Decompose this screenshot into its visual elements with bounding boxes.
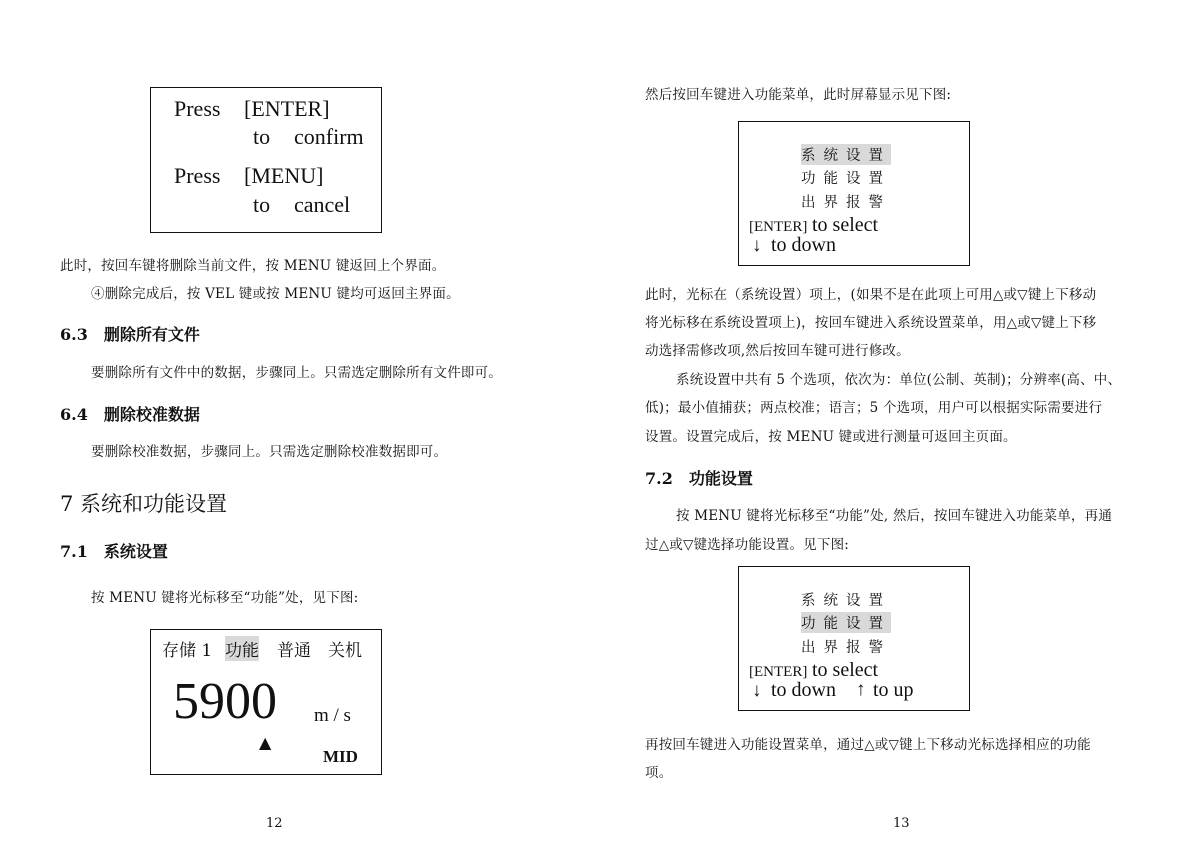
menu-item-out-of-range-alarm: 出界报警 [801, 640, 891, 656]
paragraph: 项。 [645, 765, 673, 781]
paragraph: 再按回车键进入功能设置菜单，通过△或▽键上下移动光标选择相应的功能 [645, 737, 1091, 753]
menu-key-label: [MENU] [244, 163, 324, 188]
to-label: to [253, 192, 271, 217]
velocity-unit: m / s [314, 705, 351, 726]
enter-key-label: [ENTER] [749, 219, 808, 235]
menu-normal: 普通 [277, 641, 311, 661]
velocity-reading: 5900 [173, 673, 277, 730]
chapter-heading-7: 7 系统和功能设置 [60, 492, 228, 516]
paragraph: 将光标移在系统设置项上)，按回车键进入系统设置菜单，用△或▽键上下移 [645, 315, 1097, 331]
paragraph: 系统设置中共有 5 个选项，依次为：单位(公制、英制)；分辨率(高、中、 [676, 372, 1122, 388]
paragraph: 此时，光标在（系统设置）项上，(如果不是在此项上可用△或▽键上下移动 [645, 287, 1097, 303]
function-menu-screen [738, 566, 970, 711]
cursor-marker-icon: ▲ [259, 733, 272, 752]
function-menu-screen [738, 121, 970, 266]
down-hint: to down [771, 679, 836, 701]
menu-item-function-settings: 功能设置 [801, 171, 891, 187]
section-heading-6-3: 6.3 删除所有文件 [60, 325, 200, 344]
section-heading-6-4: 6.4 删除校准数据 [60, 405, 200, 424]
menu-storage: 存储 1 [162, 641, 213, 661]
page-number: 13 [893, 816, 910, 831]
press-label: Press [174, 163, 221, 188]
paragraph: 要删除校准数据，步骤同上。只需选定删除校准数据即可。 [91, 444, 448, 460]
section-heading-7-1: 7.1 系统设置 [60, 542, 168, 561]
select-hint: to select [812, 659, 879, 681]
down-hint: to down [771, 234, 836, 256]
menu-power-off: 关机 [328, 641, 362, 661]
paragraph: ④删除完成后，按 VEL 键或按 MENU 键均可返回主界面。 [91, 286, 460, 302]
paragraph: 按 MENU 键将光标移至“功能”处, 然后，按回车键进入功能菜单，再通 [676, 508, 1113, 524]
confirm-label: confirm [294, 124, 364, 149]
paragraph: 然后按回车键进入功能菜单，此时屏幕显示见下图: [645, 87, 952, 103]
paragraph: 按 MENU 键将光标移至“功能”处，见下图: [91, 590, 359, 606]
to-label: to [253, 124, 271, 149]
paragraph: 动选择需修改项,然后按回车键可进行修改。 [645, 343, 910, 359]
menu-item-function-settings: 功能设置 [801, 612, 891, 633]
confirm-dialog-box [150, 87, 382, 233]
down-arrow-icon: ↓ [752, 235, 762, 256]
enter-key-label: [ENTER] [244, 96, 330, 121]
cancel-label: cancel [294, 192, 351, 217]
menu-item-out-of-range-alarm: 出界报警 [801, 195, 891, 211]
enter-key-label: [ENTER] [749, 664, 808, 680]
paragraph: 低)；最小值捕获；两点校准；语言；5 个选项，用户可以根据实际需要进行 [645, 400, 1103, 416]
menu-function-selected: 功能 [225, 636, 259, 661]
main-screen-display [150, 629, 382, 775]
up-hint: to up [873, 679, 914, 701]
select-hint: to select [812, 214, 879, 236]
up-arrow-icon: ↑ [856, 679, 866, 700]
menu-item-system-settings: 系统设置 [801, 593, 891, 609]
mode-label: MID [323, 747, 358, 766]
paragraph: 要删除所有文件中的数据，步骤同上。只需选定删除所有文件即可。 [91, 365, 502, 381]
down-arrow-icon: ↓ [752, 680, 762, 701]
paragraph: 设置。设置完成后，按 MENU 键或进行测量可返回主页面。 [645, 429, 1017, 445]
menu-item-system-settings: 系统设置 [801, 144, 891, 165]
press-label: Press [174, 96, 221, 121]
page-number: 12 [266, 816, 283, 831]
paragraph: 此时，按回车键将删除当前文件，按 MENU 键返回上个界面。 [60, 258, 446, 274]
section-heading-7-2: 7.2 功能设置 [645, 469, 753, 488]
paragraph: 过△或▽键选择功能设置。见下图: [645, 537, 850, 553]
